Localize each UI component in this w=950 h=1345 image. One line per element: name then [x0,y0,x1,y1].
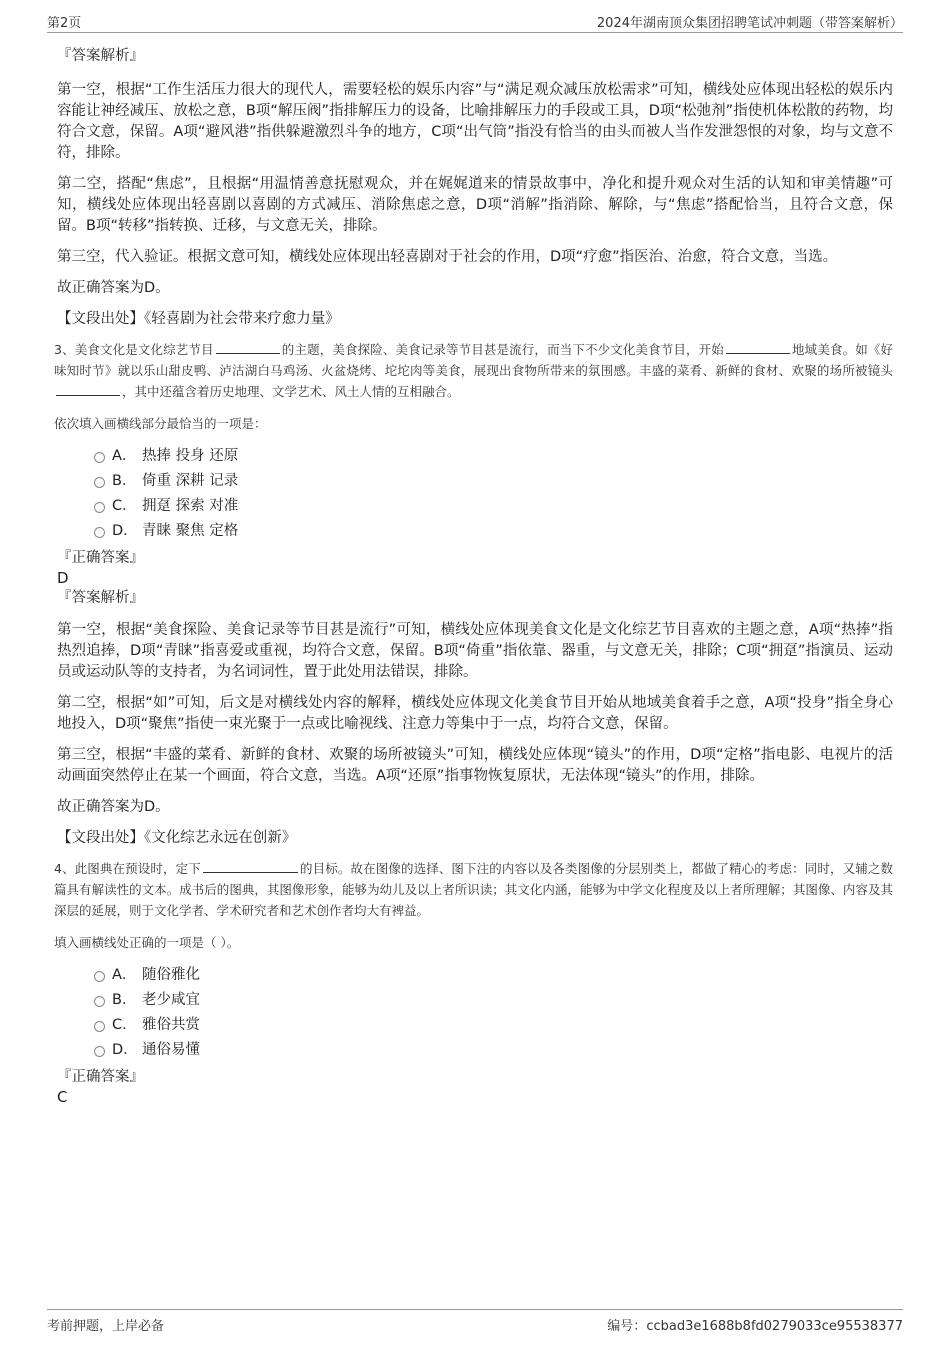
q3-correct-answer: D [57,569,69,587]
q3-options [54,444,893,544]
radio-icon[interactable] [94,971,105,982]
radio-icon[interactable] [94,1046,105,1057]
page-number: 第2页 [47,16,82,31]
q3-text-part-1: 3、美食文化是文化综艺节目 [54,342,214,357]
q3-analysis-label: 『答案解析』 [57,590,144,606]
radio-icon[interactable] [94,527,105,538]
q3-text-part-2: 的主题，美食探险、美食记录等节目甚是流行，而当下不少文化美食节目，开始 [281,342,724,357]
q3-analysis-para-3: 第三空，根据“丰盛的菜肴、新鲜的食材、欢聚的场所被镜头”可知，横线处应体现“镜头”的作用，D项“定格”指电影、电视片的活动画面突然停止在某一个画面，符合文意，当选。A项“还原”指事物恢复原状，无法体现“镜头”的作用，排除。 [57,747,893,784]
radio-icon[interactable] [94,452,105,463]
document-code-label: 编号： [607,1319,647,1334]
document-code [607,1315,903,1334]
q3-prompt: 依次填入画横线部分最恰当的一项是： [54,416,267,431]
q3-text-part-4: ，其中还蕴含着历史地理、文学艺术、风土人情的互相融合。 [122,384,460,399]
q3-correct-label: 『正确答案』 [57,550,144,566]
document-title: 2024年湖南顶众集团招聘笔试冲刺题（带答案解析） [596,16,903,31]
q3-blank-1 [216,341,280,354]
radio-icon[interactable] [94,1021,105,1032]
q2-source: 【文段出处】《轻喜剧为社会带来疗愈力量》 [57,311,340,327]
q4-option-b[interactable]: B． 老少咸宜 [54,988,893,1013]
q3-text-part-3: 地域美食。如《好味知时节》就以乐山甜皮鸭、泸沽湖白马鸡汤、火盆烧烤、坨坨肉等美食，展现出食物所带来的氛围感。丰盛的菜肴、新鲜的食材、欢聚的场所被镜头 [54,342,893,378]
page-content [54,46,893,1107]
page-header [47,10,903,33]
radio-icon[interactable] [94,996,105,1007]
q4-question [54,858,893,921]
q3-option-b[interactable]: B． 倚重 深耕 记录 [54,469,893,494]
q4-prompt: 填入画横线处正确的一项是（ ）。 [54,935,240,950]
q2-analysis-para-2: 第二空，搭配“焦虑”，且根据“用温情善意抚慰观众，并在娓娓道来的情景故事中，净化和提升观众对生活的认知和审美情趣”可知，横线处应体现出轻喜剧以喜剧的方式减压、消除焦虑之意，D项“消解”指消除、解除，与“焦虑”搭配恰当，且符合文意，保留。B项“转移”指转换、迁移，与文意无关，排除。 [57,176,893,234]
radio-icon[interactable] [94,477,105,488]
q4-options [54,963,893,1063]
document-code-value: ccbad3e1688b8fd0279033ce95538377 [646,1319,903,1334]
q2-analysis-para-3: 第三空，代入验证。根据文意可知，横线处应体现出轻喜剧对于社会的作用，D项“疗愈”指医治、治愈，符合文意，当选。 [57,249,838,265]
q4-correct-label: 『正确答案』 [57,1069,144,1085]
q3-option-c[interactable]: C． 拥趸 探索 对准 [54,494,893,519]
q4-text-part-2: 的目标。故在图像的选择、图下注的内容以及各类图像的分层别类上，都做了精心的考虑：同时，又辅之数篇具有解读性的文本。成书后的图典，其图像形象，能够为幼儿及以上者所识读；其文化内涵，能够为中学文化程度及以上者所理解；其图像、内容及其深层的延展，则于文化学者、学术研究者和艺术创作者均大有裨益。 [54,861,893,918]
q3-source: 【文段出处】《文化综艺永远在创新》 [57,830,297,846]
q3-analysis-para-1: 第一空，根据“美食探险、美食记录等节目甚是流行”可知，横线处应体现美食文化是文化综艺节目喜欢的主题之意，A项“热捧”指热烈追捧，D项“青睐”指喜爱或重视，均符合文意，保留。B项“倚重”指依靠、器重，与文意无关，排除；C项“拥趸”指演员、运动员或运动队等的支持者，为名词词性，置于此处用法错误，排除。 [57,622,893,680]
q2-analysis-label: 『答案解析』 [57,48,144,64]
q3-blank-2 [726,341,790,354]
q4-option-c[interactable]: C． 雅俗共赏 [54,1013,893,1038]
q4-correct-answer: C [57,1088,68,1106]
q4-text-part-1: 4、此图典在预设时，定下 [54,861,201,876]
q4-option-d[interactable]: D． 通俗易懂 [54,1038,893,1063]
q3-question [54,339,893,402]
q3-analysis-conclusion: 故正确答案为D。 [57,799,170,815]
page-footer [47,1309,903,1340]
q2-analysis-conclusion: 故正确答案为D。 [57,280,170,296]
q3-blank-3 [56,383,120,396]
q3-option-a[interactable]: A． 热捧 投身 还原 [54,444,893,469]
q4-blank [203,860,298,873]
q4-option-a[interactable]: A． 随俗雅化 [54,963,893,988]
q3-analysis-para-2: 第二空，根据“如”可知，后文是对横线处内容的解释，横线处应体现文化美食节目开始从地域美食着手之意，A项“投身”指全身心地投入，D项“聚焦”指使一束光聚于一点或比喻视线、注意力等集中于一点，均符合文意，保留。 [57,695,893,732]
q2-analysis-para-1: 第一空，根据“工作生活压力很大的现代人，需要轻松的娱乐内容”与“满足观众减压放松需求”可知，横线处应体现出轻松的娱乐内容能让神经减压、放松之意，B项“解压阀”指排解压力的设备，比喻排解压力的手段或工具，D项“松弛剂”指使机体松散的药物，均符合文意，保留。A项“避风港”指供躲避激烈斗争的地方，C项“出气筒”指没有恰当的由头而被人当作发泄怨恨的对象，均与文意不符，排除。 [57,82,893,161]
radio-icon[interactable] [94,502,105,513]
footer-slogan: 考前押题，上岸必备 [47,1319,165,1334]
q3-option-d[interactable]: D． 青睐 聚焦 定格 [54,519,893,544]
